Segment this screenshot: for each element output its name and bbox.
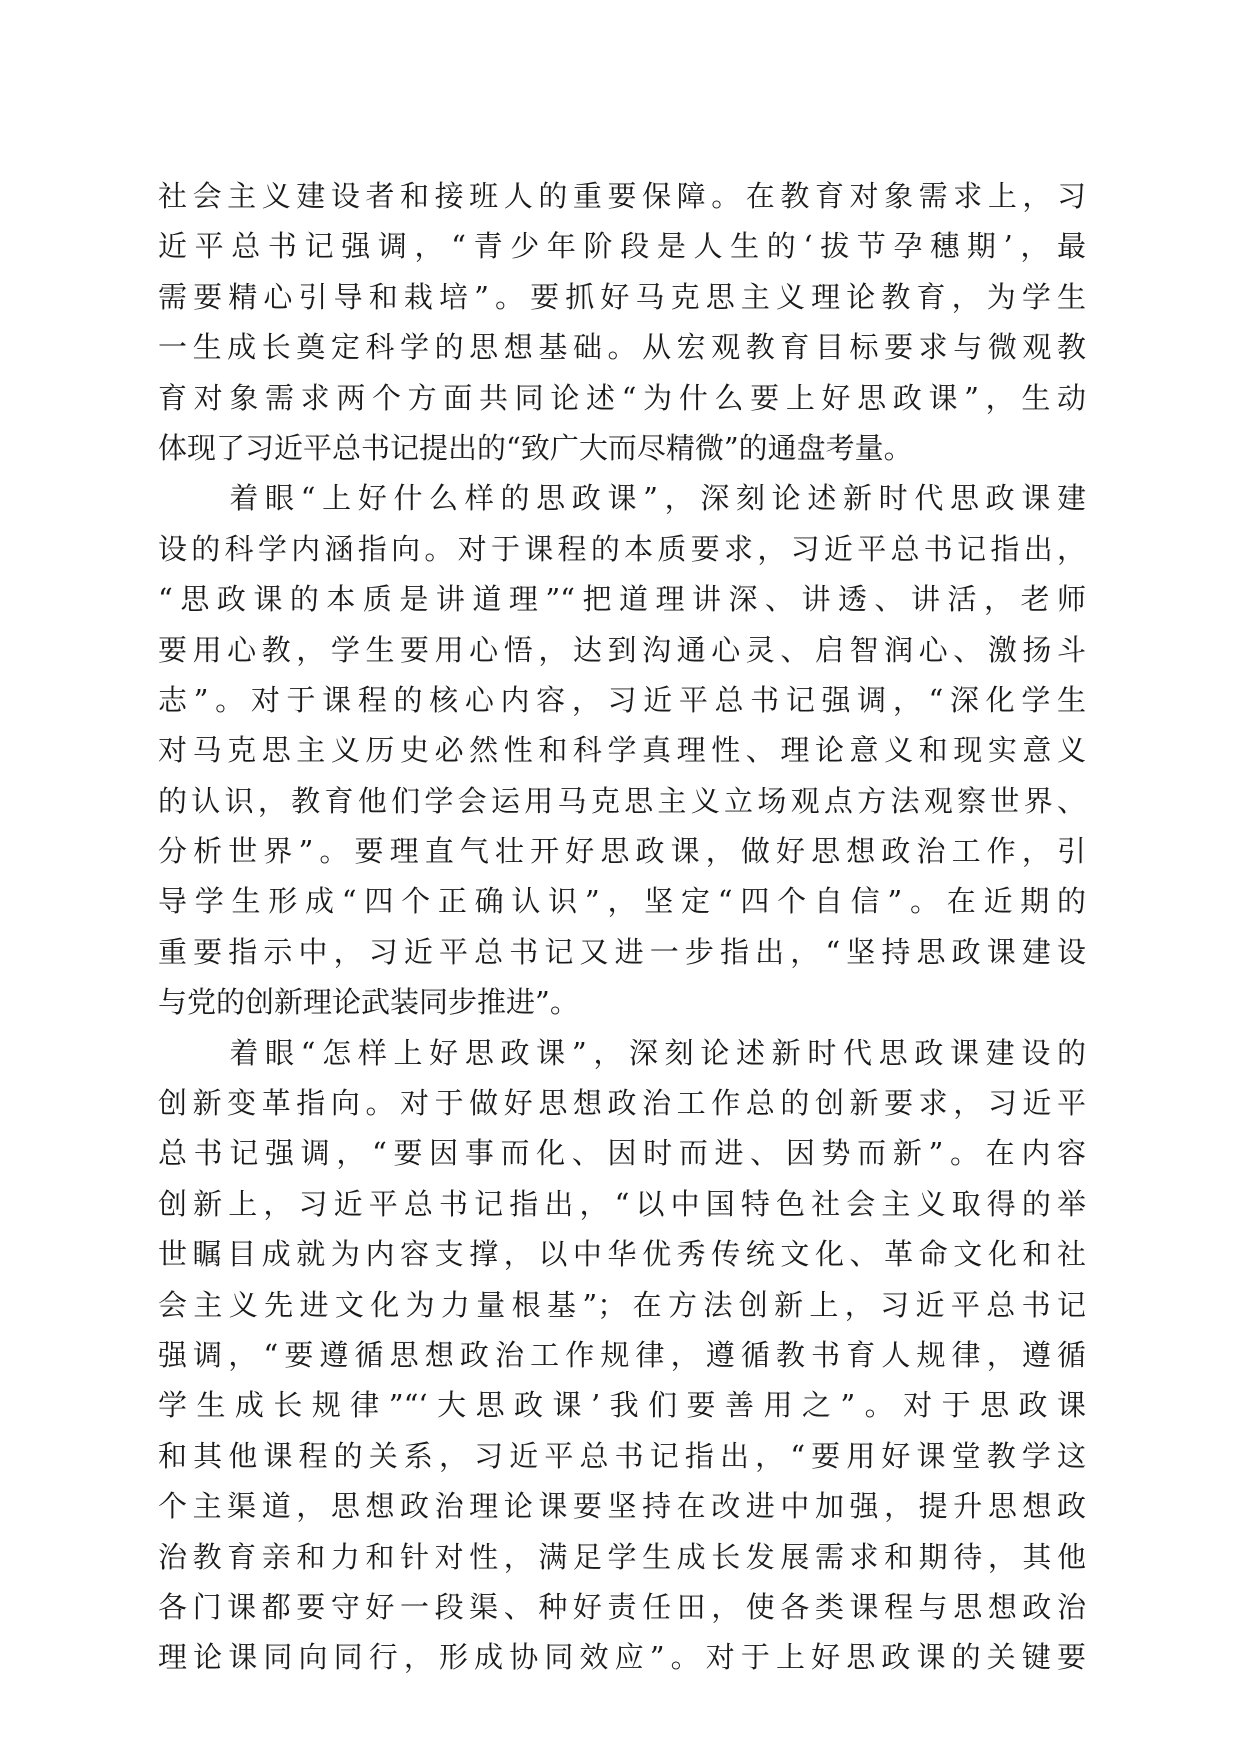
text-line: 的认识，教育他们学会运用马克思主义立场观点方法观察世界、 [158, 783, 1086, 818]
text-line: “思政课的本质是讲道理”“把道理讲深、讲透、讲活，老师 [158, 582, 1086, 617]
body-text [158, 171, 1086, 1683]
text-line: 近平总书记强调，“青少年阶段是人生的‘拔节孕穗期’，最 [158, 229, 1086, 264]
text-line: 强调，“要遵循思想政治工作规律，遵循教书育人规律，遵循 [158, 1337, 1086, 1372]
text-line: 治教育亲和力和针对性，满足学生成长发展需求和期待，其他 [158, 1539, 1086, 1574]
text-line: 对马克思主义历史必然性和科学真理性、理论意义和现实意义 [158, 733, 1086, 768]
text-line: 理论课同向同行，形成协同效应”。对于上好思政课的关键要 [158, 1640, 1086, 1675]
text-line: 学生成长规律”“‘大思政课’我们要善用之”。对于思政课 [158, 1388, 1086, 1423]
text-line: 创新变革指向。对于做好思想政治工作总的创新要求，习近平 [158, 1086, 1086, 1121]
text-line: 导学生形成“四个正确认识”，坚定“四个自信”。在近期的 [158, 884, 1086, 919]
text-line: 分析世界”。要理直气壮开好思政课，做好思想政治工作，引 [158, 834, 1086, 869]
text-line: 社会主义建设者和接班人的重要保障。在教育对象需求上，习 [158, 179, 1086, 213]
text-line: 总书记强调，“要因事而化、因时而进、因势而新”。在内容 [158, 1136, 1086, 1171]
text-line: 和其他课程的关系，习近平总书记指出，“要用好课堂教学这 [158, 1438, 1086, 1473]
text-line: 一生成长奠定科学的思想基础。从宏观教育目标要求与微观教 [158, 330, 1086, 365]
text-line: 需要精心引导和栽培”。要抓好马克思主义理论教育，为学生 [158, 279, 1086, 314]
text-line: 重要指示中，习近平总书记又进一步指出，“坚持思政课建设 [158, 934, 1086, 969]
text-line: 个主渠道，思想政治理论课要坚持在改进中加强，提升思想政 [158, 1489, 1086, 1524]
text-line: 创新上，习近平总书记指出，“以中国特色社会主义取得的举 [158, 1186, 1086, 1221]
text-line: 着眼“上好什么样的思政课”，深刻论述新时代思政课建 [158, 481, 1086, 516]
text-line: 各门课都要守好一段渠、种好责任田，使各类课程与思想政治 [158, 1589, 1086, 1624]
text-line: 会主义先进文化为力量根基”；在方法创新上，习近平总书记 [158, 1287, 1086, 1322]
text-line: 设的科学内涵指向。对于课程的本质要求，习近平总书记指出， [158, 531, 1086, 566]
text-line: 世瞩目成就为内容支撑，以中华优秀传统文化、革命文化和社 [158, 1237, 1086, 1272]
text-line: 体现了习近平总书记提出的“致广大而尽精微”的通盘考量。 [158, 430, 913, 465]
text-line: 与党的创新理论武装同步推进”。 [158, 985, 579, 1020]
text-line: 要用心教，学生要用心悟，达到沟通心灵、启智润心、激扬斗 [158, 632, 1086, 667]
text-line: 志”。对于课程的核心内容，习近平总书记强调，“深化学生 [158, 682, 1086, 717]
text-line: 育对象需求两个方面共同论述“为什么要上好思政课”，生动 [158, 380, 1086, 415]
text-line: 着眼“怎样上好思政课”，深刻论述新时代思政课建设的 [158, 1035, 1086, 1070]
